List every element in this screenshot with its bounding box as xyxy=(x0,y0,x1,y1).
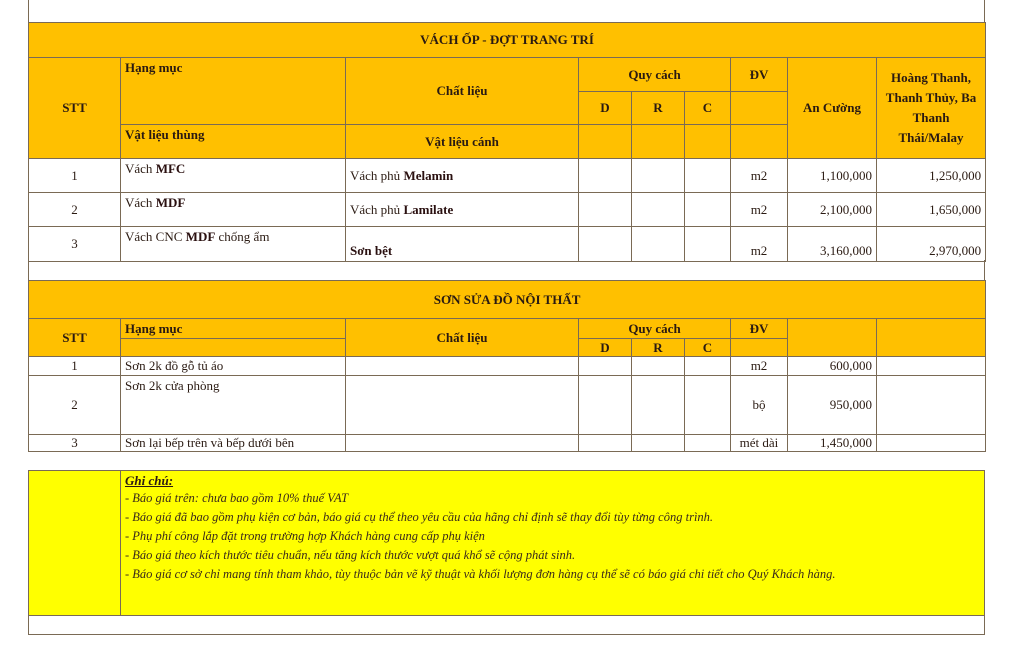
header-stt: STT xyxy=(29,58,121,159)
note-line: - Báo giá đã bao gồm phụ kiện cơ bản, báo giá cụ thể theo yêu cầu của hãng chỉ định sẽ thay đổi tùy từng công trình. xyxy=(125,510,714,524)
row-unit: m2 xyxy=(731,227,788,262)
top-left-rule xyxy=(28,0,29,22)
note-line: - Báo giá cơ sở chỉ mang tính tham khảo, tùy thuộc bản vẽ kỹ thuật và khối lượng đơn hàng cụ thể sẽ có báo giá chi tiết cho Quý Khách hàng. xyxy=(125,567,836,581)
header-hang-muc: Hạng mục xyxy=(121,319,346,339)
table-row xyxy=(29,193,986,227)
table-row xyxy=(29,357,986,376)
notes-content xyxy=(125,473,975,584)
section-spacer xyxy=(28,260,985,280)
header-r: R xyxy=(632,339,685,357)
row-unit: m2 xyxy=(731,193,788,227)
header-d: D xyxy=(579,92,632,125)
row-material: Vách phủ Melamin xyxy=(346,159,579,193)
header-dv: ĐV xyxy=(731,319,788,339)
row-item: Vách MDF xyxy=(121,193,346,227)
header-vat-lieu-thung: Vật liệu thùng xyxy=(121,125,346,159)
section2-table xyxy=(28,280,986,452)
row-stt: 1 xyxy=(29,159,121,193)
row-item: Sơn 2k cửa phòng xyxy=(121,376,346,435)
row-stt: 3 xyxy=(29,227,121,262)
section2-title: SƠN SỬA ĐỒ NỘI THẤT xyxy=(29,281,986,319)
header-quy-cach: Quy cách xyxy=(579,319,731,339)
header-c: C xyxy=(685,339,731,357)
row-stt: 2 xyxy=(29,193,121,227)
row-stt: 2 xyxy=(29,376,121,435)
row-an-cuong: 1,100,000 xyxy=(788,159,877,193)
note-line: - Báo giá trên: chưa bao gồm 10% thuế VAT xyxy=(125,491,349,505)
row-unit: m2 xyxy=(731,159,788,193)
header-dv: ĐV xyxy=(731,58,788,92)
note-line: - Phụ phí công lắp đặt trong trường hợp Khách hàng cung cấp phụ kiện xyxy=(125,529,485,543)
row-item: Vách CNC MDF chống ẩm xyxy=(121,227,346,262)
bottom-empty-row xyxy=(28,615,985,635)
table-row xyxy=(29,227,986,262)
row-unit: mét dài xyxy=(731,435,788,452)
row-an-cuong: 2,100,000 xyxy=(788,193,877,227)
row-material: Vách phủ Lamilate xyxy=(346,193,579,227)
row-stt: 1 xyxy=(29,357,121,376)
row-item: Sơn lại bếp trên và bếp dưới bên xyxy=(121,435,346,452)
notes-heading: Ghi chú: xyxy=(125,473,174,488)
note-line: - Báo giá theo kích thước tiêu chuẩn, nếu tăng kích thước vượt quá khổ sẽ cộng phát sinh. xyxy=(125,548,576,562)
row-price: 950,000 xyxy=(788,376,877,435)
header-stt: STT xyxy=(29,319,121,357)
top-right-rule xyxy=(984,0,985,22)
header-vat-lieu-canh: Vật liệu cánh xyxy=(346,125,579,159)
row-price: 600,000 xyxy=(788,357,877,376)
row-an-cuong: 3,160,000 xyxy=(788,227,877,262)
header-hang-muc: Hạng mục xyxy=(121,58,346,125)
header-r: R xyxy=(632,92,685,125)
row-material: Sơn bệt xyxy=(346,227,579,262)
header-c: C xyxy=(685,92,731,125)
row-unit: m2 xyxy=(731,357,788,376)
notes-box xyxy=(28,470,985,616)
header-chat-lieu: Chất liệu xyxy=(346,319,579,357)
table-row xyxy=(29,435,986,452)
row-stt: 3 xyxy=(29,435,121,452)
row-hoang-thanh: 1,650,000 xyxy=(877,193,986,227)
header-hoang-thanh: Hoàng Thanh, Thanh Thủy, Ba Thanh Thái/Malay xyxy=(877,58,986,159)
header-dv-blank xyxy=(731,92,788,125)
row-item: Vách MFC xyxy=(121,159,346,193)
row-hoang-thanh: 1,250,000 xyxy=(877,159,986,193)
header-an-cuong: An Cường xyxy=(788,58,877,159)
header-d: D xyxy=(579,339,632,357)
notes-left-cell xyxy=(29,471,121,615)
row-item: Sơn 2k đồ gỗ tủ áo xyxy=(121,357,346,376)
section1-table xyxy=(28,22,986,262)
section1-title: VÁCH ỐP - ĐỢT TRANG TRÍ xyxy=(29,23,986,58)
table-row xyxy=(29,159,986,193)
row-hoang-thanh: 2,970,000 xyxy=(877,227,986,262)
header-chat-lieu: Chất liệu xyxy=(346,58,579,125)
row-price: 1,450,000 xyxy=(788,435,877,452)
header-quy-cach: Quy cách xyxy=(579,58,731,92)
row-unit: bộ xyxy=(731,376,788,435)
table-row xyxy=(29,376,986,435)
